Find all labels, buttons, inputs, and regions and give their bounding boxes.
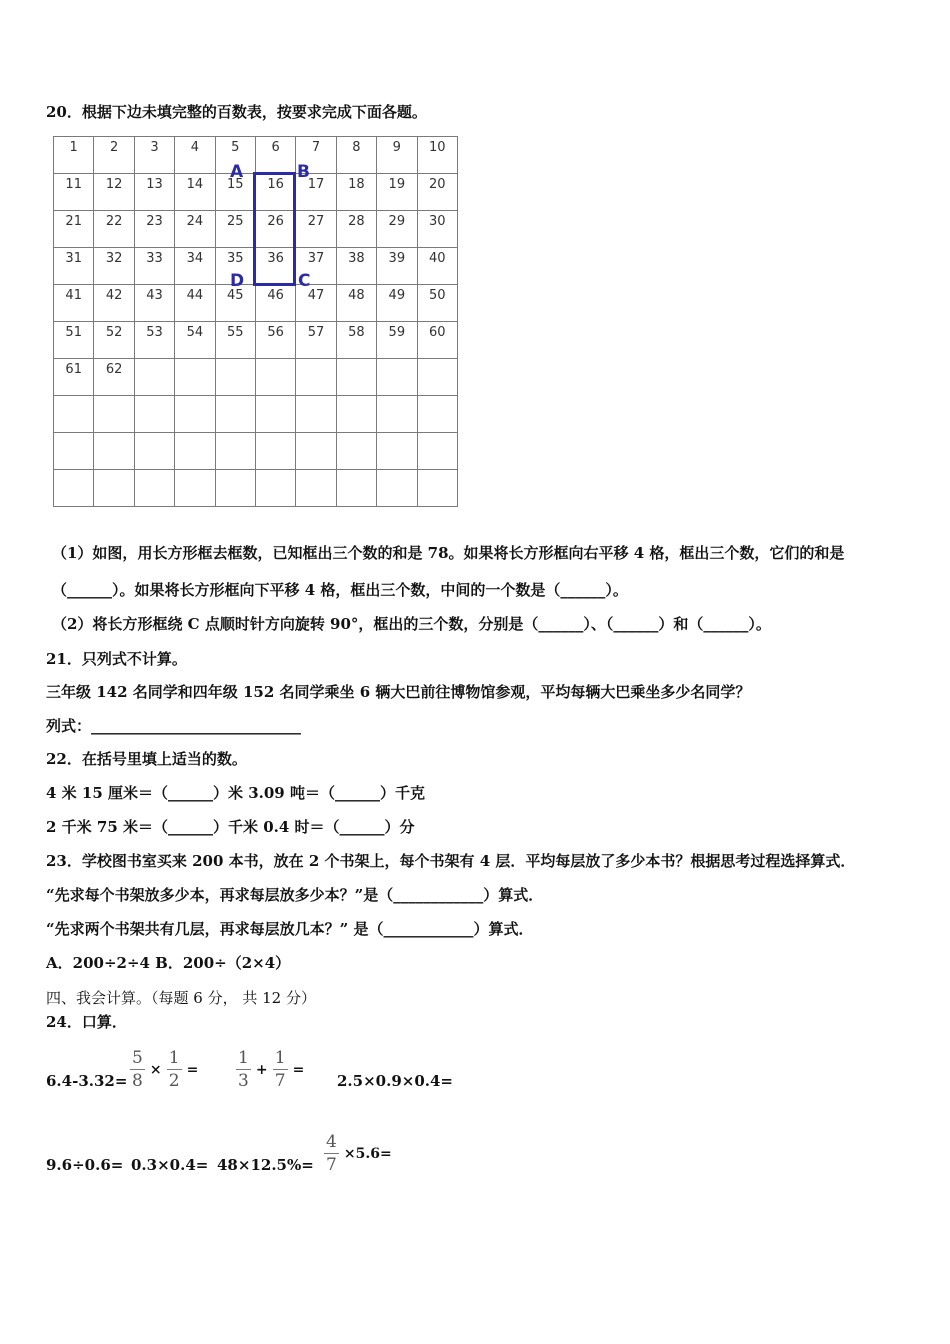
- grid-cell: [336, 359, 376, 396]
- question-22-title: 22．在括号里填上适当的数。: [46, 750, 247, 768]
- grid-cell: [215, 211, 255, 248]
- grid-cell-value: 31: [65, 251, 82, 266]
- grid-cell: [296, 359, 336, 396]
- grid-cell-value: 36: [267, 251, 284, 266]
- grid-cell: [215, 433, 255, 470]
- grid-cell: [54, 322, 94, 359]
- grid-cell-value: [377, 470, 416, 473]
- grid-cell-value: 8: [352, 140, 361, 155]
- grid-cell: [377, 470, 417, 507]
- grid-cell-value: [216, 359, 255, 362]
- grid-cell-value: [135, 433, 174, 436]
- grid-cell: [175, 433, 215, 470]
- grid-row: [54, 396, 458, 433]
- grid-cell: [134, 470, 174, 507]
- grid-cell: [377, 396, 417, 433]
- q20-part2: （2）将长方形框绕 C 点顺时针方向旋转 90°，框出的三个数，分别是（______）、（______）和（______）。: [52, 615, 771, 633]
- grid-cell-value: 60: [428, 325, 446, 340]
- label-c: C: [298, 271, 311, 291]
- grid-cell: [336, 137, 376, 174]
- grid-cell: [54, 174, 94, 211]
- grid-row: [54, 248, 458, 285]
- grid-cell: [377, 211, 417, 248]
- grid-row: [54, 359, 458, 396]
- grid-cell-value: [54, 396, 93, 399]
- grid-cell: [296, 470, 336, 507]
- grid-cell: [94, 285, 134, 322]
- grid-cell-value: 12: [105, 177, 123, 192]
- grid-cell: [134, 285, 174, 322]
- grid-cell-value: 51: [65, 325, 82, 340]
- grid-cell-value: [256, 396, 295, 399]
- grid-cell-value: [296, 396, 335, 399]
- grid-cell-value: 38: [348, 251, 365, 266]
- grid-row: [54, 174, 458, 211]
- grid-cell: [94, 137, 134, 174]
- grid-cell: [175, 396, 215, 433]
- grid-cell-value: [175, 359, 214, 362]
- grid-cell-value: 59: [388, 325, 406, 340]
- grid-cell: [94, 396, 134, 433]
- grid-cell: [94, 248, 134, 285]
- grid-cell: [94, 322, 134, 359]
- grid-cell-value: 42: [105, 288, 123, 303]
- label-b: B: [297, 162, 310, 182]
- grid-cell-value: 61: [65, 362, 82, 377]
- grid-cell: [336, 211, 376, 248]
- grid-cell-value: [216, 396, 255, 399]
- grid-cell-value: 47: [307, 288, 325, 303]
- grid-cell: [377, 137, 417, 174]
- grid-cell-value: [337, 470, 376, 473]
- grid-cell-value: [135, 359, 174, 362]
- grid-cell: [417, 174, 457, 211]
- grid-cell-value: [135, 470, 174, 473]
- q21-text: 三年级 142 名同学和四年级 152 名同学乘坐 6 辆大巴前往博物馆参观，平均每辆大巴乘坐多少名同学？: [46, 683, 751, 701]
- question-24-title: 24．口算．: [46, 1013, 127, 1031]
- grid-cell: [54, 396, 94, 433]
- grid-cell-value: 54: [186, 325, 204, 340]
- question-21-title: 21．只列式不计算。: [46, 650, 187, 668]
- grid-cell-value: 2: [109, 140, 119, 155]
- grid-cell-value: [418, 396, 457, 399]
- grid-cell-value: 35: [226, 251, 244, 266]
- grid-cell-value: [418, 359, 457, 362]
- grid-row: [54, 285, 458, 322]
- grid-cell: [134, 433, 174, 470]
- grid-cell: [255, 174, 295, 211]
- grid-cell: [255, 470, 295, 507]
- grid-cell-value: [256, 470, 295, 473]
- grid-cell: [377, 248, 417, 285]
- grid-cell-value: 46: [267, 288, 284, 303]
- grid-cell-value: 58: [348, 325, 365, 340]
- grid-cell: [417, 396, 457, 433]
- grid-cell: [336, 322, 376, 359]
- grid-cell: [215, 396, 255, 433]
- grid-row: [54, 433, 458, 470]
- grid-cell: [336, 396, 376, 433]
- grid-cell-value: 28: [348, 214, 365, 229]
- grid-cell: [175, 211, 215, 248]
- grid-cell-value: 45: [226, 288, 244, 303]
- grid-cell: [175, 248, 215, 285]
- grid-cell: [255, 211, 295, 248]
- fraction: $\frac{4}{7}$: [326, 1132, 337, 1175]
- grid-cell-value: [94, 470, 133, 473]
- calc-2: $\frac{5}{8}$ × $\frac{1}{2}$ =: [132, 1048, 199, 1091]
- grid-cell-value: 62: [105, 362, 123, 377]
- grid-cell-value: [175, 433, 214, 436]
- grid-cell: [54, 211, 94, 248]
- grid-cell: [255, 137, 295, 174]
- grid-cell: [417, 137, 457, 174]
- grid-row: [54, 322, 458, 359]
- label-d: D: [230, 271, 245, 291]
- grid-cell-value: [54, 470, 93, 473]
- grid-cell: [377, 285, 417, 322]
- grid-cell-value: [216, 433, 255, 436]
- grid-cell-value: [135, 396, 174, 399]
- grid-cell-value: [256, 433, 295, 436]
- grid-cell: [296, 211, 336, 248]
- grid-cell-value: 55: [226, 325, 244, 340]
- grid-cell-value: 44: [186, 288, 204, 303]
- grid-cell-value: 19: [388, 177, 406, 192]
- grid-cell: [175, 470, 215, 507]
- q22-line1: 4 米 15 厘米＝（______）米 3.09 吨＝（______）千克: [46, 784, 425, 802]
- grid-cell: [215, 359, 255, 396]
- grid-cell: [255, 433, 295, 470]
- grid-cell: [417, 285, 457, 322]
- grid-cell-value: [296, 359, 335, 362]
- grid-cell: [417, 248, 457, 285]
- calc-4: 2.5×0.9×0.4=: [337, 1072, 453, 1090]
- grid-cell-value: 21: [65, 214, 82, 229]
- grid-cell-value: 34: [186, 251, 204, 266]
- grid-cell-value: [296, 433, 335, 436]
- grid-cell-value: [256, 359, 295, 362]
- grid-cell: [417, 211, 457, 248]
- grid-cell-value: 3: [150, 140, 159, 155]
- fraction: $\frac{1}{2}$: [168, 1048, 180, 1091]
- grid-cell: [54, 470, 94, 507]
- grid-cell-value: [175, 396, 214, 399]
- q22-line2: 2 千米 75 米＝（______）千米 0.4 时＝（______）分: [46, 818, 415, 836]
- grid-cell: [175, 285, 215, 322]
- q23-line1: “先求每个书架放多少本，再求每层放多少本？”是（____________）算式．: [46, 886, 544, 904]
- grid-cell: [336, 470, 376, 507]
- grid-cell-value: 52: [105, 325, 123, 340]
- grid-cell-value: [175, 470, 214, 473]
- grid-cell-value: 6: [271, 140, 280, 155]
- q23-line2: “先求两个书架共有几层，再求每层放几本？” 是（____________）算式．: [46, 920, 534, 938]
- grid-cell-value: 49: [388, 288, 406, 303]
- grid-cell-value: [377, 396, 416, 399]
- grid-cell: [54, 359, 94, 396]
- grid-cell: [377, 322, 417, 359]
- label-a: A: [230, 162, 244, 182]
- grid-cell: [175, 174, 215, 211]
- grid-cell: [94, 433, 134, 470]
- calc-6: 0.3×0.4=: [131, 1156, 209, 1174]
- grid-cell: [54, 285, 94, 322]
- grid-cell-value: 29: [388, 214, 406, 229]
- grid-cell-value: 50: [428, 288, 446, 303]
- grid-cell: [255, 322, 295, 359]
- question-23-title: 23．学校图书室买来 200 本书，放在 2 个书架上，每个书架有 4 层．平均每层放了多少本书？根据思考过程选择算式．: [46, 852, 856, 870]
- calc-8: $\frac{4}{7}$ ×5.6=: [326, 1132, 392, 1175]
- q20-part1-line1: （1）如图，用长方形框去框数，已知框出三个数的和是 78。如果将长方形框向右平移 4 格，框出三个数，它们的和是: [52, 544, 845, 562]
- grid-cell-value: 10: [428, 140, 446, 155]
- q21-formula: 列式：____________________________: [46, 717, 302, 735]
- grid-row: [54, 211, 458, 248]
- grid-cell: [134, 248, 174, 285]
- grid-cell: [417, 433, 457, 470]
- grid-cell-value: 9: [392, 140, 401, 155]
- grid-cell: [54, 433, 94, 470]
- calc-3: $\frac{1}{3}$ + $\frac{1}{7}$ =: [238, 1048, 305, 1091]
- grid-cell-value: 13: [146, 177, 163, 192]
- grid-cell-value: [377, 433, 416, 436]
- grid-cell-value: 18: [348, 177, 365, 192]
- hundred-chart: [53, 136, 458, 507]
- grid-cell: [255, 285, 295, 322]
- calc-5: 9.6÷0.6=: [46, 1156, 124, 1174]
- grid-cell: [255, 248, 295, 285]
- grid-cell-value: 37: [307, 251, 325, 266]
- grid-cell: [377, 174, 417, 211]
- grid-cell-value: 27: [307, 214, 325, 229]
- grid-cell-value: [337, 359, 376, 362]
- grid-cell: [377, 433, 417, 470]
- grid-cell-value: [296, 470, 335, 473]
- grid-cell: [336, 433, 376, 470]
- grid-cell-value: 30: [428, 214, 446, 229]
- grid-cell-value: 23: [146, 214, 163, 229]
- grid-cell: [134, 322, 174, 359]
- q20-part1-line2: （______）。如果将长方形框向下平移 4 格，框出三个数，中间的一个数是（______）。: [52, 581, 628, 599]
- grid-cell-value: 20: [428, 177, 446, 192]
- grid-cell-value: [418, 433, 457, 436]
- grid-cell: [336, 248, 376, 285]
- grid-cell: [54, 137, 94, 174]
- grid-cell: [134, 137, 174, 174]
- grid-cell-value: [337, 433, 376, 436]
- grid-cell-value: 53: [146, 325, 163, 340]
- grid-cell: [94, 359, 134, 396]
- grid-cell-value: 40: [428, 251, 446, 266]
- question-20-title: 20．根据下边未填完整的百数表，按要求完成下面各题。: [46, 103, 427, 121]
- grid-cell: [377, 359, 417, 396]
- grid-cell-value: [94, 433, 133, 436]
- grid-cell: [417, 359, 457, 396]
- grid-cell-value: 39: [388, 251, 406, 266]
- grid-cell-value: 5: [231, 140, 240, 155]
- grid-cell-value: 1: [69, 140, 78, 155]
- grid-cell-value: 26: [267, 214, 284, 229]
- grid-cell: [175, 137, 215, 174]
- grid-cell-value: 48: [348, 288, 365, 303]
- grid-cell-value: 14: [186, 177, 204, 192]
- fraction: $\frac{1}{3}$: [238, 1048, 249, 1091]
- grid-cell-value: 15: [226, 177, 244, 192]
- grid-cell: [296, 433, 336, 470]
- grid-cell: [336, 174, 376, 211]
- grid-cell-value: [418, 470, 457, 473]
- grid-cell-value: 22: [105, 214, 123, 229]
- grid-cell-value: 11: [65, 177, 82, 192]
- grid-row: [54, 470, 458, 507]
- grid-cell-value: 17: [307, 177, 325, 192]
- grid-cell-value: 7: [311, 140, 321, 155]
- grid-cell-value: 32: [105, 251, 123, 266]
- grid-cell-value: 25: [226, 214, 244, 229]
- grid-cell: [215, 322, 255, 359]
- grid-cell: [94, 470, 134, 507]
- grid-cell: [417, 322, 457, 359]
- grid-cell-value: [54, 433, 93, 436]
- grid-cell: [255, 396, 295, 433]
- grid-cell-value: 56: [267, 325, 284, 340]
- grid-cell-value: [337, 396, 376, 399]
- grid-cell-value: 33: [146, 251, 163, 266]
- grid-cell: [296, 396, 336, 433]
- grid-cell: [215, 470, 255, 507]
- grid-cell-value: [94, 396, 133, 399]
- grid-cell: [134, 174, 174, 211]
- grid-cell-value: 43: [146, 288, 163, 303]
- grid-cell: [134, 359, 174, 396]
- grid-cell: [134, 211, 174, 248]
- fraction: $\frac{5}{8}$: [132, 1048, 143, 1091]
- grid-cell-value: 16: [267, 177, 284, 192]
- grid-cell-value: [377, 359, 416, 362]
- q23-options: A．200÷2÷4 B．200÷（2×4）: [46, 954, 291, 972]
- grid-cell: [417, 470, 457, 507]
- grid-cell-value: [216, 470, 255, 473]
- grid-cell: [175, 322, 215, 359]
- grid-cell-value: 4: [190, 140, 199, 155]
- fraction: $\frac{1}{7}$: [274, 1048, 286, 1091]
- grid-cell: [94, 174, 134, 211]
- calc-1: 6.4-3.32=: [46, 1072, 128, 1090]
- grid-cell: [336, 285, 376, 322]
- grid-cell: [255, 359, 295, 396]
- grid-cell: [94, 211, 134, 248]
- grid-row: [54, 137, 458, 174]
- grid-cell: [134, 396, 174, 433]
- grid-cell-value: 24: [186, 214, 204, 229]
- grid-cell-value: 57: [307, 325, 325, 340]
- grid-cell: [296, 322, 336, 359]
- calc-7: 48×12.5%=: [217, 1156, 314, 1174]
- grid-cell: [175, 359, 215, 396]
- grid-cell: [54, 248, 94, 285]
- grid-cell-value: 41: [65, 288, 82, 303]
- section-4-title: 四、我会计算。（每题 6 分， 共 12 分）: [46, 989, 316, 1007]
